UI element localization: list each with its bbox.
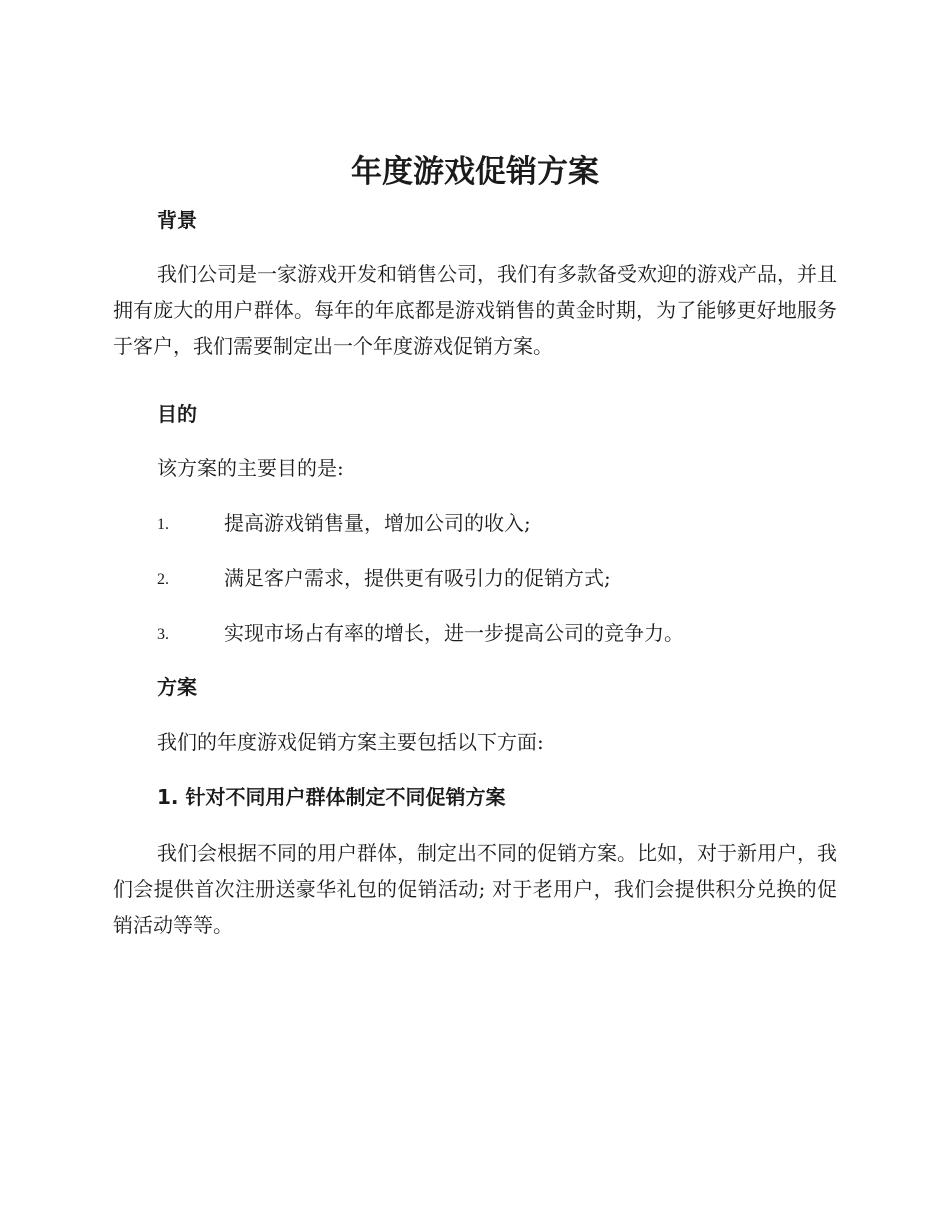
section-heading-plan: 方案 — [157, 675, 197, 699]
section-heading-purpose: 目的 — [157, 402, 197, 426]
section-heading-background: 背景 — [157, 208, 197, 232]
background-paragraph: 我们公司是一家游戏开发和销售公司，我们有多款备受欢迎的游戏产品，并且拥有庞大的用户群体。每年的年底都是游戏销售的黄金时期，为了能够更好地服务于客户，我们需要制定出一个年度游戏促销方案。 — [113, 262, 837, 358]
list-item-number: 2. — [157, 571, 169, 588]
document-title: 年度游戏促销方案 — [351, 154, 599, 190]
purpose-intro: 该方案的主要目的是: — [157, 456, 344, 480]
plan-intro: 我们的年度游戏促销方案主要包括以下方面: — [157, 730, 544, 754]
list-item-text: 实现市场占有率的增长，进一步提高公司的竞争力。 — [224, 621, 684, 645]
plan-paragraph: 我们会根据不同的用户群体，制定出不同的促销方案。比如，对于新用户，我们会提供首次注册送豪华礼包的促销活动; 对于老用户，我们会提供积分兑换的促销活动等等。 — [113, 841, 837, 937]
list-item-number: 1. — [157, 516, 169, 533]
list-item-text: 满足客户需求，提供更有吸引力的促销方式; — [224, 566, 611, 590]
list-item-text: 提高游戏销售量，增加公司的收入; — [224, 511, 531, 535]
plan-subheading: 1. 针对不同用户群体制定不同促销方案 — [157, 785, 506, 809]
list-item-number: 3. — [157, 626, 169, 643]
